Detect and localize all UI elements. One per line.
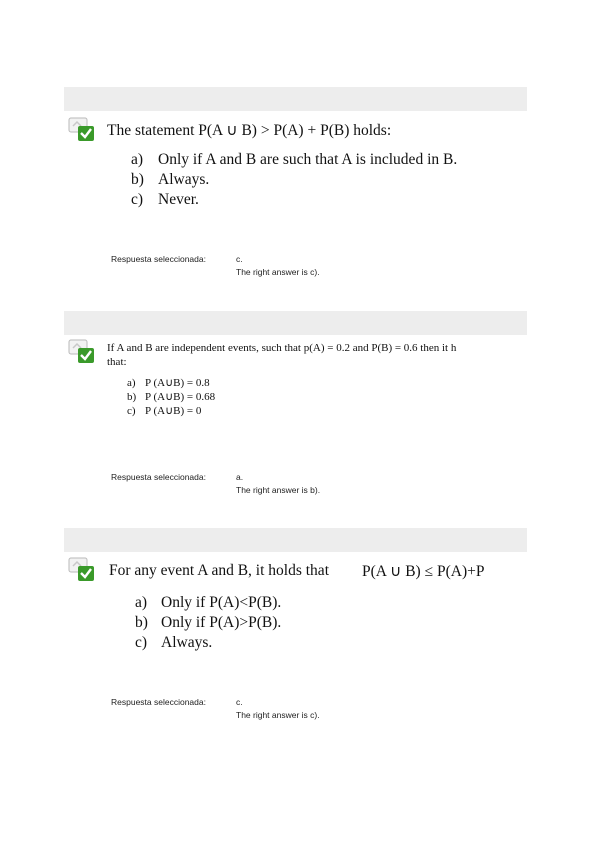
answer-feedback: The right answer is c). (236, 267, 320, 277)
answer-feedback: The right answer is b). (236, 485, 321, 495)
option-c: c) Always. (135, 634, 213, 651)
correct-check-icon (68, 117, 98, 143)
option-b: b) Always. (131, 171, 210, 188)
option-a: a) Only if P(A)<P(B). (135, 594, 282, 611)
question-text: The statement P(A ∪ B) > P(A) + P(B) holds: (107, 122, 392, 139)
question-text-line-1: If A and B are independent events, such that p(A) = 0.2 and P(B) = 0.6 then it h (107, 342, 457, 354)
question-formula: P(A ∪ B) ≤ P(A)+P (362, 563, 485, 580)
selected-answer-value: c. (236, 697, 243, 707)
selected-answer-label: Respuesta seleccionada: (111, 254, 206, 264)
selected-answer-value: a. (236, 472, 244, 482)
question-header-bar (64, 311, 527, 335)
question-text: For any event A and B, it holds that (109, 562, 329, 579)
option-b: b) Only if P(A)>P(B). (135, 614, 282, 631)
options-list (127, 376, 215, 418)
option-c: c) Never. (131, 191, 199, 208)
question-header-bar (64, 87, 527, 111)
selected-answer-value: c. (236, 254, 243, 264)
correct-check-icon (68, 339, 98, 365)
options-list (131, 150, 457, 210)
option-a: a) Only if A and B are such that A is included in B. (131, 151, 458, 168)
options-list (135, 593, 281, 653)
option-a: a) P (A∪B) = 0.8 (127, 377, 210, 389)
option-b: b) P (A∪B) = 0.68 (127, 391, 216, 403)
option-c: c) P (A∪B) = 0 (127, 405, 202, 417)
selected-answer-label: Respuesta seleccionada: (111, 697, 206, 707)
selected-answer-label: Respuesta seleccionada: (111, 472, 206, 482)
answer-feedback: The right answer is c). (236, 710, 320, 720)
question-text-line-2: that: (107, 356, 127, 368)
correct-check-icon (68, 557, 98, 583)
question-header-bar (64, 528, 527, 552)
